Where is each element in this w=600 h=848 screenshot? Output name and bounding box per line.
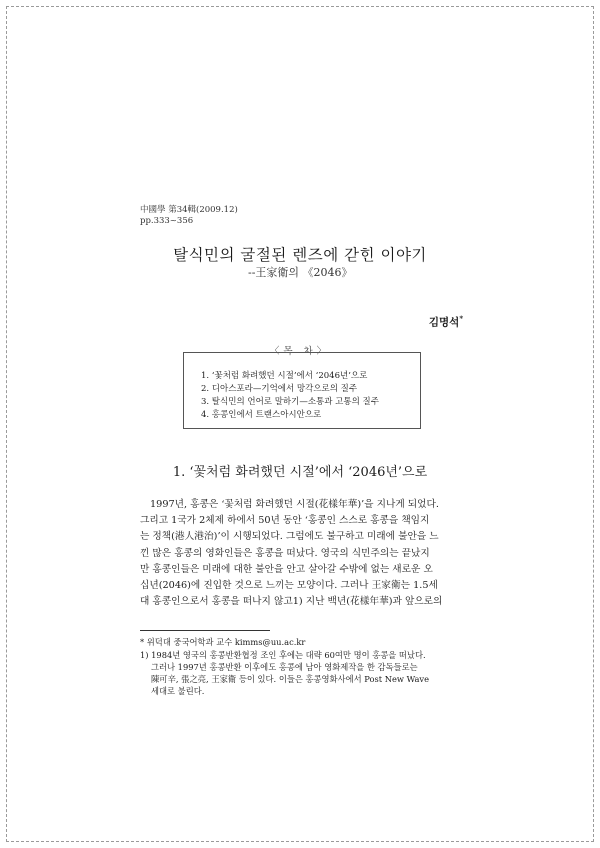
body-line: 대 홍콩인으로서 홍콩을 떠나지 않고1) 지난 백년(花樣年華)과 앞으로의 [140, 596, 443, 608]
body-line: 만 홍콩인들은 미래에 대한 불안을 안고 살아갈 수밖에 없는 새로운 오 [140, 563, 433, 575]
body-line: 는 정책(港人港治)’이 시행되었다. 그럼에도 불구하고 미래에 불안을 느 [140, 531, 439, 543]
author [429, 314, 463, 330]
footnote-divider [140, 630, 270, 631]
body-line: 낀 많은 홍콩의 영화인들은 홍콩을 떠났다. 영국의 식민주의는 끝났지 [140, 547, 430, 559]
footnote-line: 陳可辛, 張之亮, 王家衛 등이 있다. 이들은 홍콩영화사에서 Post New Wave [151, 674, 429, 684]
footnote-affiliation: * 위덕대 중국어학과 교수 kimms@uu.ac.kr [140, 637, 306, 647]
author-footnote-mark: * [459, 314, 463, 323]
toc-item: 2. 디아스포라—기억에서 망각으로의 질주 [201, 384, 358, 394]
body-line: 십년(2046)에 진입한 것으로 느끼는 모양이다. 그러나 王家衛는 1.5세 [140, 580, 438, 592]
journal-pages: pp.333~356 [140, 216, 194, 226]
footnote-line: 세대로 불린다. [151, 686, 205, 696]
toc-item: 4. 홍콩인에서 트랜스아시안으로 [201, 410, 322, 420]
journal-name: 中國學 第34輯(2009.12) [140, 205, 238, 215]
journal-info [140, 205, 238, 227]
footnote-line: 그러나 1997년 홍콩반환 이후에도 홍콩에 남아 영화제작을 한 감독들로는 [151, 662, 418, 672]
footnote-1 [140, 649, 470, 697]
section-title: 1. ‘꽃처럼 화려했던 시절’에서 ‘2046년’으로 [172, 465, 428, 480]
body-paragraph [140, 497, 460, 610]
toc-heading: 〈목 차〉 [269, 346, 331, 357]
toc-list [201, 370, 379, 422]
toc-item: 1. ‘꽃처럼 화려했던 시절’에서 ‘2046년’으로 [201, 371, 368, 381]
author-name: 김명석 [428, 316, 460, 329]
footnote-line: 1) 1984년 영국의 홍콩반환협정 조인 후에는 대략 60여만 명이 홍콩을 떠났다. [140, 650, 426, 660]
body-line: 1997년, 홍콩은 ‘꽃처럼 화려했던 시절(花樣年華)’을 지나게 되었다. [150, 499, 439, 510]
paper-title: 탈식민의 굴절된 렌즈에 갇힌 이야기 [173, 246, 427, 264]
toc-item: 3. 탈식민의 언어로 말하기—소통과 고통의 질주 [201, 397, 379, 407]
body-line: 그리고 1국가 2체제 하에서 50년 동안 ‘홍콩인 스스로 홍콩을 책임지 [140, 515, 430, 527]
paper-subtitle: --王家衛의 《2046》 [248, 266, 353, 279]
